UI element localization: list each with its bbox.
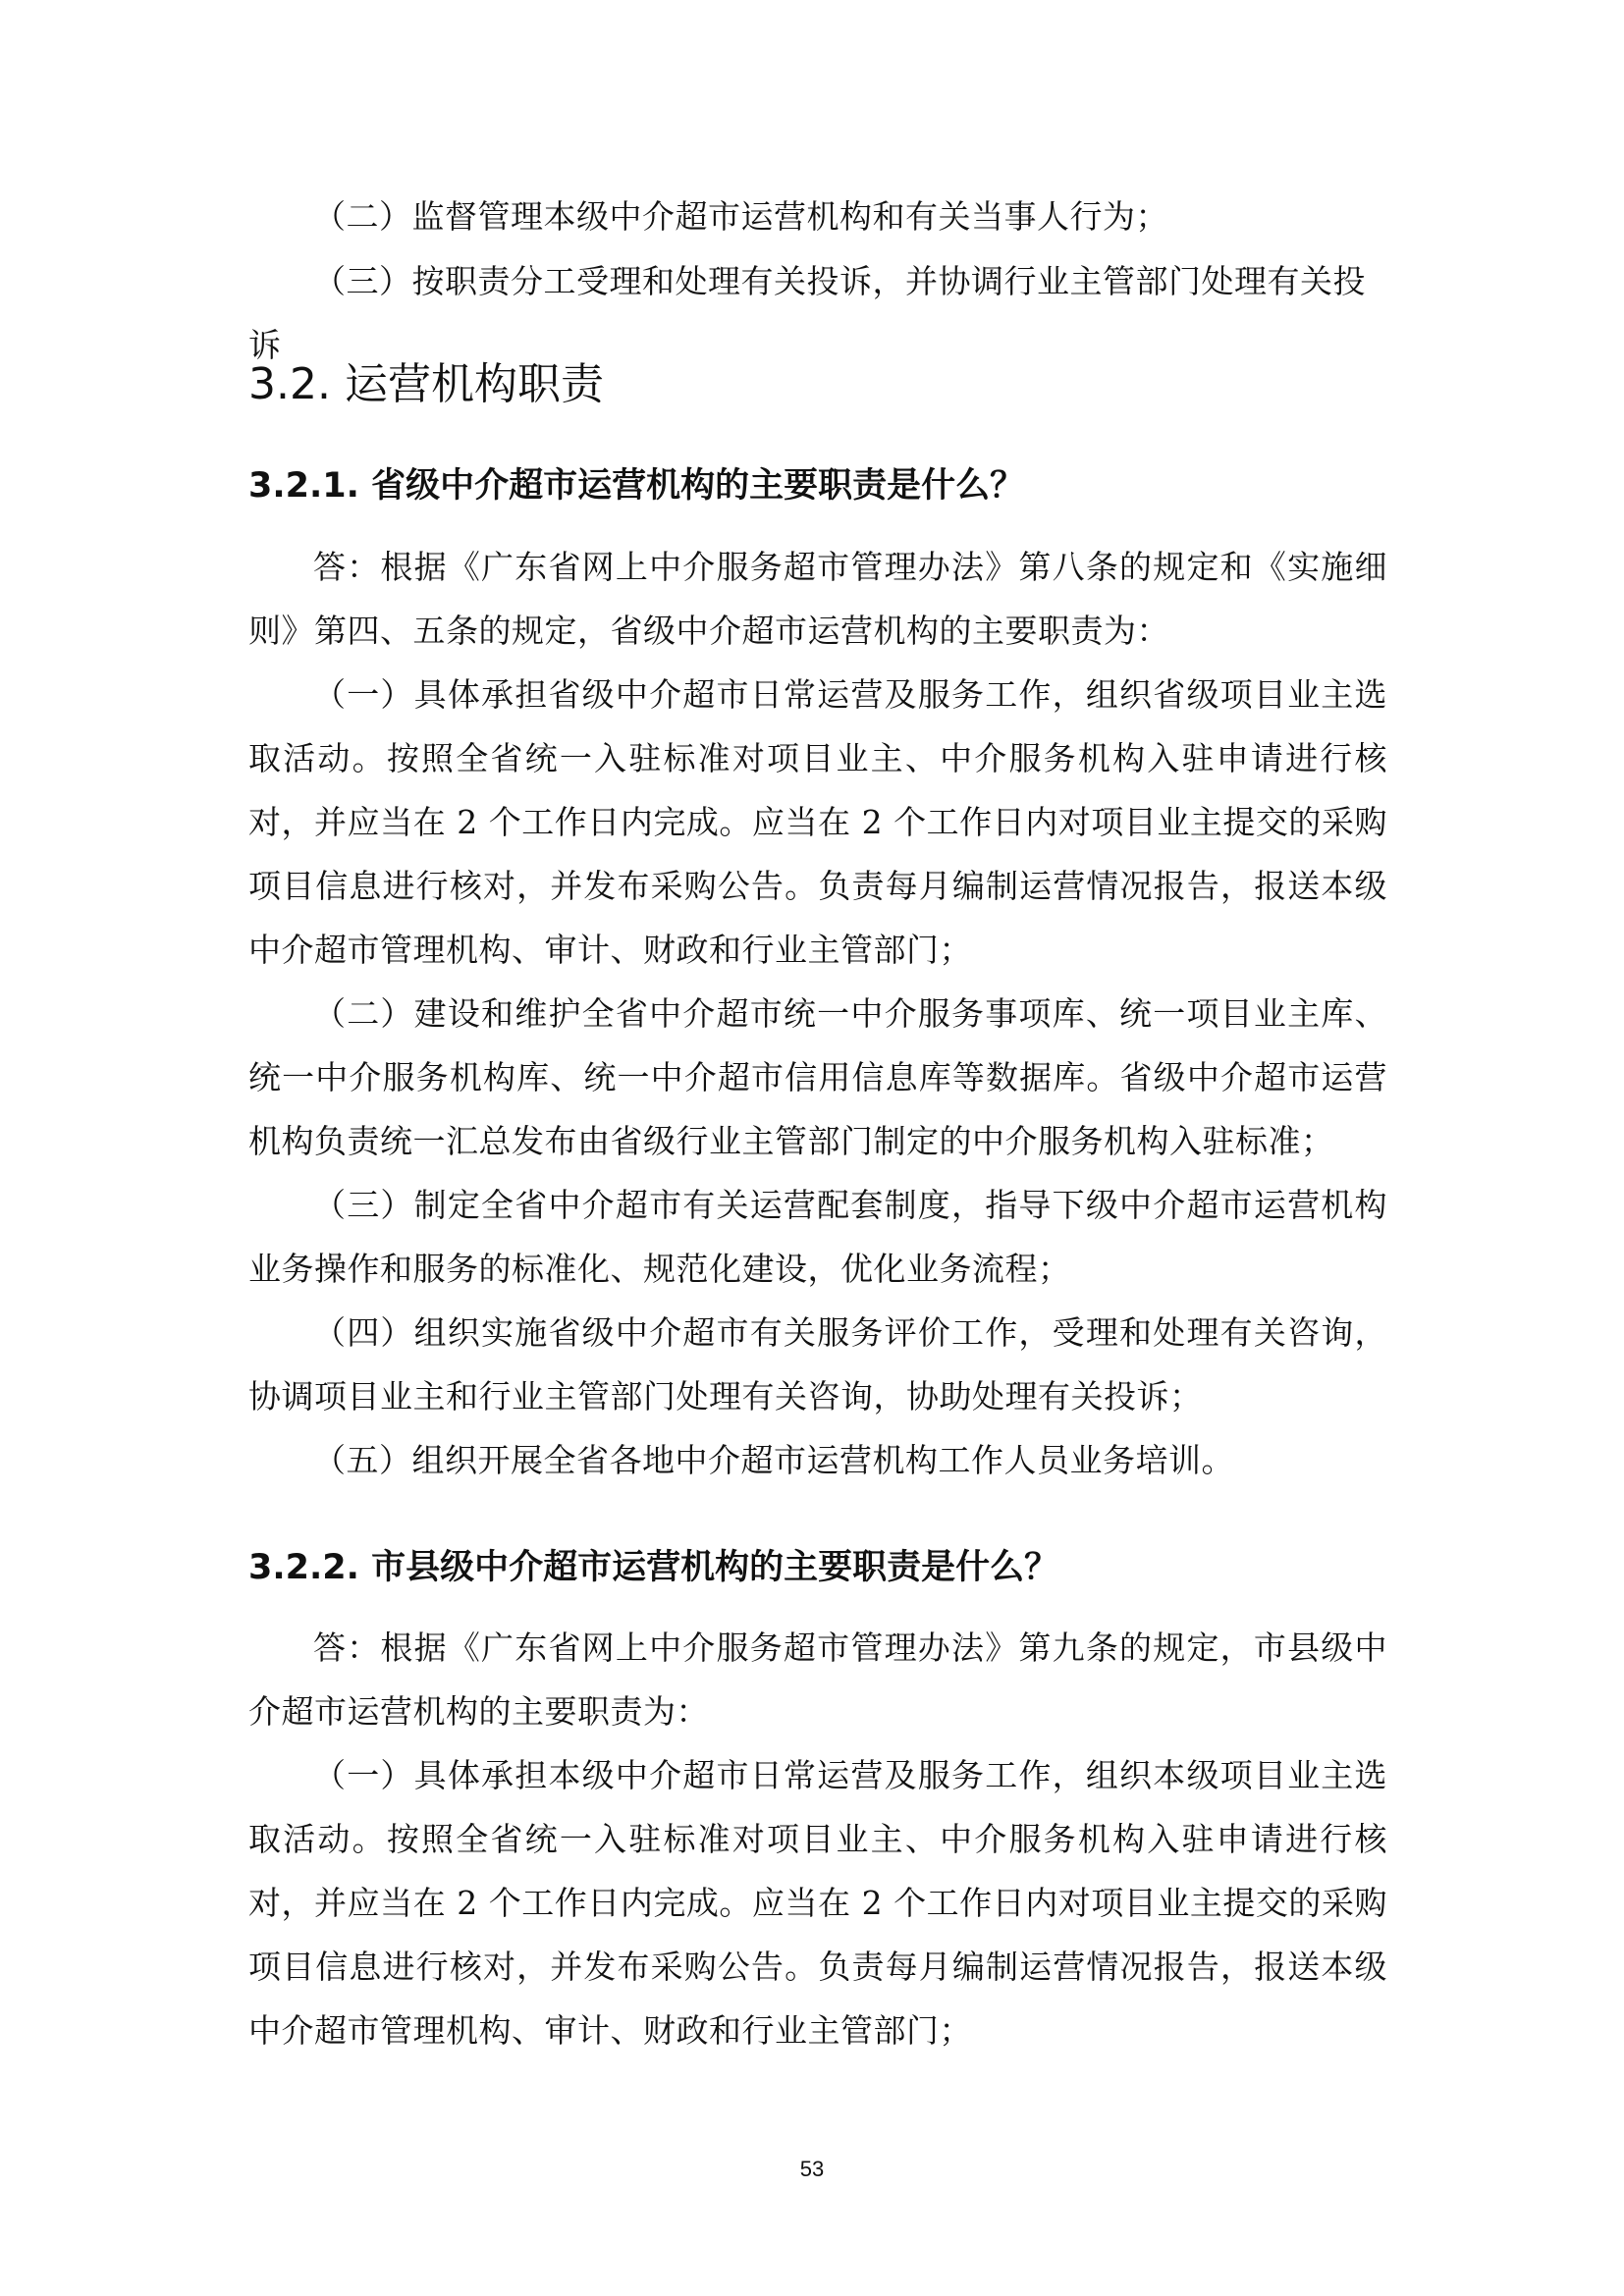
section-heading-3-2-2: 3.2.2. 市县级中介超市运营机构的主要职责是什么？ (248, 1548, 1059, 1587)
paragraph-top-2: （二）监督管理本级中介超市运营机构和有关当事人行为； (313, 197, 1168, 236)
paragraph-3-2-1-item-1: （一）具体承担省级中介超市日常运营及服务工作，组织省级项目业主选取活动。按照全省统一入驻标准对项目业主、中介服务机构入驻申请进行核对，并应当在 2 个工作日内完成。应当在 2 个工作日内对项目业主提交的采购项目信息进行核对，并发布采购公告。负责每月编制运营情况报告，报送本级中介超市管理机构、审计、财政和行业主管部门； (248, 675, 1387, 969)
paragraph-top-3: （三）按职责分工受理和处理有关投诉，并协调行业主管部门处理有关投诉 (248, 262, 1366, 364)
paragraph-3-2-2-intro: 答：根据《广东省网上中介服务超市管理办法》第九条的规定，市县级中介超市运营机构的主要职责为： (248, 1629, 1387, 1731)
paragraph-3-2-2-item-1: （一）具体承担本级中介超市日常运营及服务工作，组织本级项目业主选取活动。按照全省统一入驻标准对项目业主、中介服务机构入驻申请进行核对，并应当在 2 个工作日内完成。应当在 2 个工作日内对项目业主提交的采购项目信息进行核对，并发布采购公告。负责每月编制运营情况报告，报送本级中介超市管理机构、审计、财政和行业主管部门； (248, 1756, 1387, 2050)
paragraph-3-2-1-item-3: （三）制定全省中介超市有关运营配套制度，指导下级中介超市运营机构业务操作和服务的标准化、规范化建设，优化业务流程； (248, 1186, 1387, 1288)
paragraph-3-2-1-item-5: （五）组织开展全省各地中介超市运营机构工作人员业务培训。 (313, 1441, 1234, 1479)
paragraph-3-2-1-item-2: （二）建设和维护全省中介超市统一中介服务事项库、统一项目业主库、统一中介服务机构库、统一中介超市信用信息库等数据库。省级中介超市运营机构负责统一汇总发布由省级行业主管部门制定的中介服务机构入驻标准； (248, 994, 1387, 1160)
page-number: 53 (799, 2157, 825, 2181)
section-heading-3-2-1: 3.2.1. 省级中介超市运营机构的主要职责是什么？ (248, 466, 1025, 506)
paragraph-3-2-1-intro: 答：根据《广东省网上中介服务超市管理办法》第八条的规定和《实施细则》第四、五条的规定，省级中介超市运营机构的主要职责为： (248, 548, 1387, 650)
paragraph-3-2-1-item-4: （四）组织实施省级中介超市有关服务评价工作，受理和处理有关咨询，协调项目业主和行业主管部门处理有关咨询，协助处理有关投诉； (248, 1313, 1387, 1415)
section-heading-3-2: 3.2. 运营机构职责 (248, 359, 604, 409)
